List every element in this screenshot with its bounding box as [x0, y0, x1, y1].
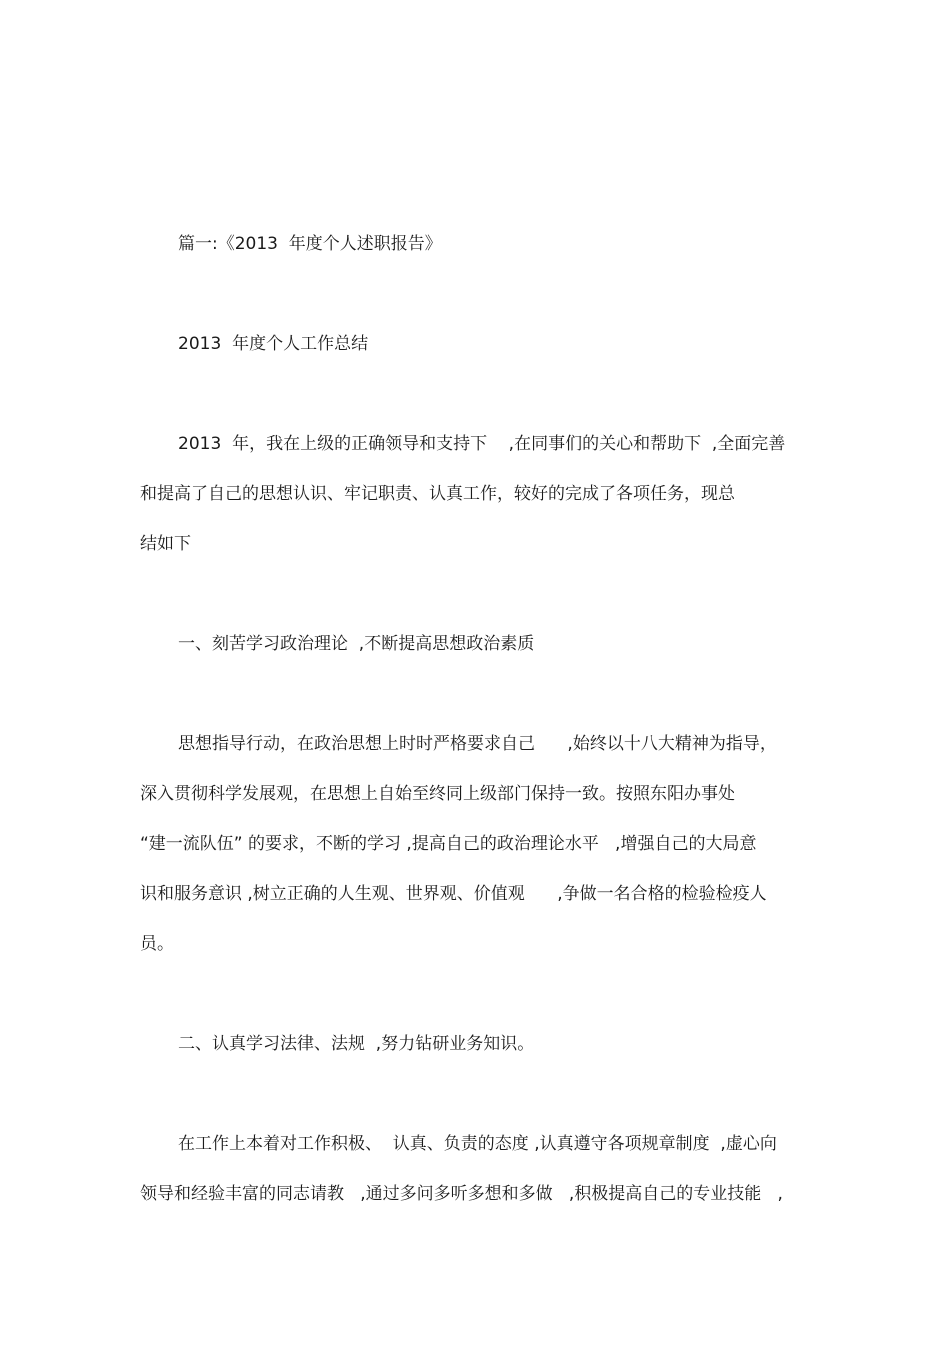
document-title: 篇一:《2013 年度个人述职报告》 — [178, 234, 442, 254]
section-1-line-5: 员。 — [140, 934, 174, 954]
section-2-line-2: 领导和经验丰富的同志请教 ,通过多问多听多想和多做 ,积极提高自己的专业技能 , — [140, 1184, 783, 1204]
section-2-heading: 二、认真学习法律、法规 ,努力钻研业务知识。 — [178, 1034, 535, 1054]
section-1-heading: 一、刻苦学习政治理论 ,不断提高思想政治素质 — [178, 634, 535, 654]
intro-line-2: 和提高了自己的思想认识、牢记职责、认真工作，较好的完成了各项任务，现总 — [140, 484, 735, 504]
section-1-line-4: 识和服务意识 ,树立正确的人生观、世界观、价值观 ,争做一名合格的检验检疫人 — [140, 884, 767, 904]
section-1-line-3: “建一流队伍” 的要求，不断的学习 ,提高自己的政治理论水平 ,增强自己的大局意 — [140, 834, 757, 854]
section-1-line-1: 思想指导行动，在政治思想上时时严格要求自己 ,始终以十八大精神为指导， — [178, 734, 777, 754]
section-1-line-2: 深入贯彻科学发展观，在思想上自始至终同上级部门保持一致。按照东阳办事处 — [140, 784, 735, 804]
intro-line-3: 结如下 — [140, 534, 191, 554]
section-2-line-1: 在工作上本着对工作积极、 认真、负责的态度 ,认真遵守各项规章制度 ,虚心向 — [178, 1134, 777, 1154]
report-subtitle: 2013 年度个人工作总结 — [178, 334, 369, 354]
intro-line-1: 2013 年，我在上级的正确领导和支持下 ,在同事们的关心和帮助下 ,全面完善 — [178, 434, 786, 454]
